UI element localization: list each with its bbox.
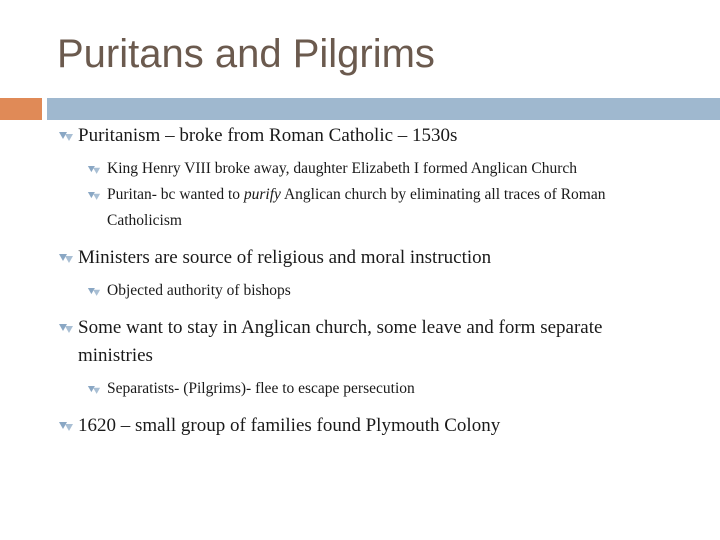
slide-title: Puritans and Pilgrims [57, 32, 435, 76]
accent-bar [0, 98, 42, 120]
bullet-text: Some want to stay in Anglican church, some leave and form separate ministries [78, 317, 603, 366]
triangle-arrow-icon [87, 278, 105, 304]
triangle-arrow-icon [58, 314, 76, 342]
bullet-text: Separatists- (Pilgrims)- flee to escape persecution [107, 380, 415, 397]
bullet-text: 1620 – small group of families found Plymouth Colony [78, 415, 501, 436]
sub-bullet-item [58, 376, 678, 402]
bullet-item [58, 244, 678, 272]
bullet-list [58, 122, 678, 440]
bullet-text: King Henry VIII broke away, daughter Elizabeth I formed Anglican Church [107, 160, 578, 177]
bullet-text-suffix: Anglican church by eliminating all traces of Roman Catholicism [107, 186, 606, 229]
triangle-arrow-icon [87, 376, 105, 402]
bullet-text: Ministers are source of religious and moral instruction [78, 247, 492, 268]
bullet-item [58, 122, 678, 150]
sub-bullet-item [58, 182, 678, 234]
emphasized-word: purify [243, 186, 281, 203]
triangle-arrow-icon [87, 156, 105, 182]
sub-bullet-item [58, 156, 678, 182]
triangle-arrow-icon [58, 412, 76, 440]
bullet-item [58, 412, 678, 440]
triangle-arrow-icon [58, 244, 76, 272]
title-underline-bar [47, 98, 720, 120]
sub-bullet-item [58, 278, 678, 304]
triangle-arrow-icon [87, 182, 105, 208]
bullet-item [58, 314, 678, 370]
bullet-text: Objected authority of bishops [107, 282, 291, 299]
bullet-text-prefix: Puritan- bc wanted to [107, 186, 244, 203]
bullet-text: Puritanism – broke from Roman Catholic – 1530s [78, 125, 458, 146]
triangle-arrow-icon [58, 122, 76, 150]
bullet-text [107, 182, 678, 234]
